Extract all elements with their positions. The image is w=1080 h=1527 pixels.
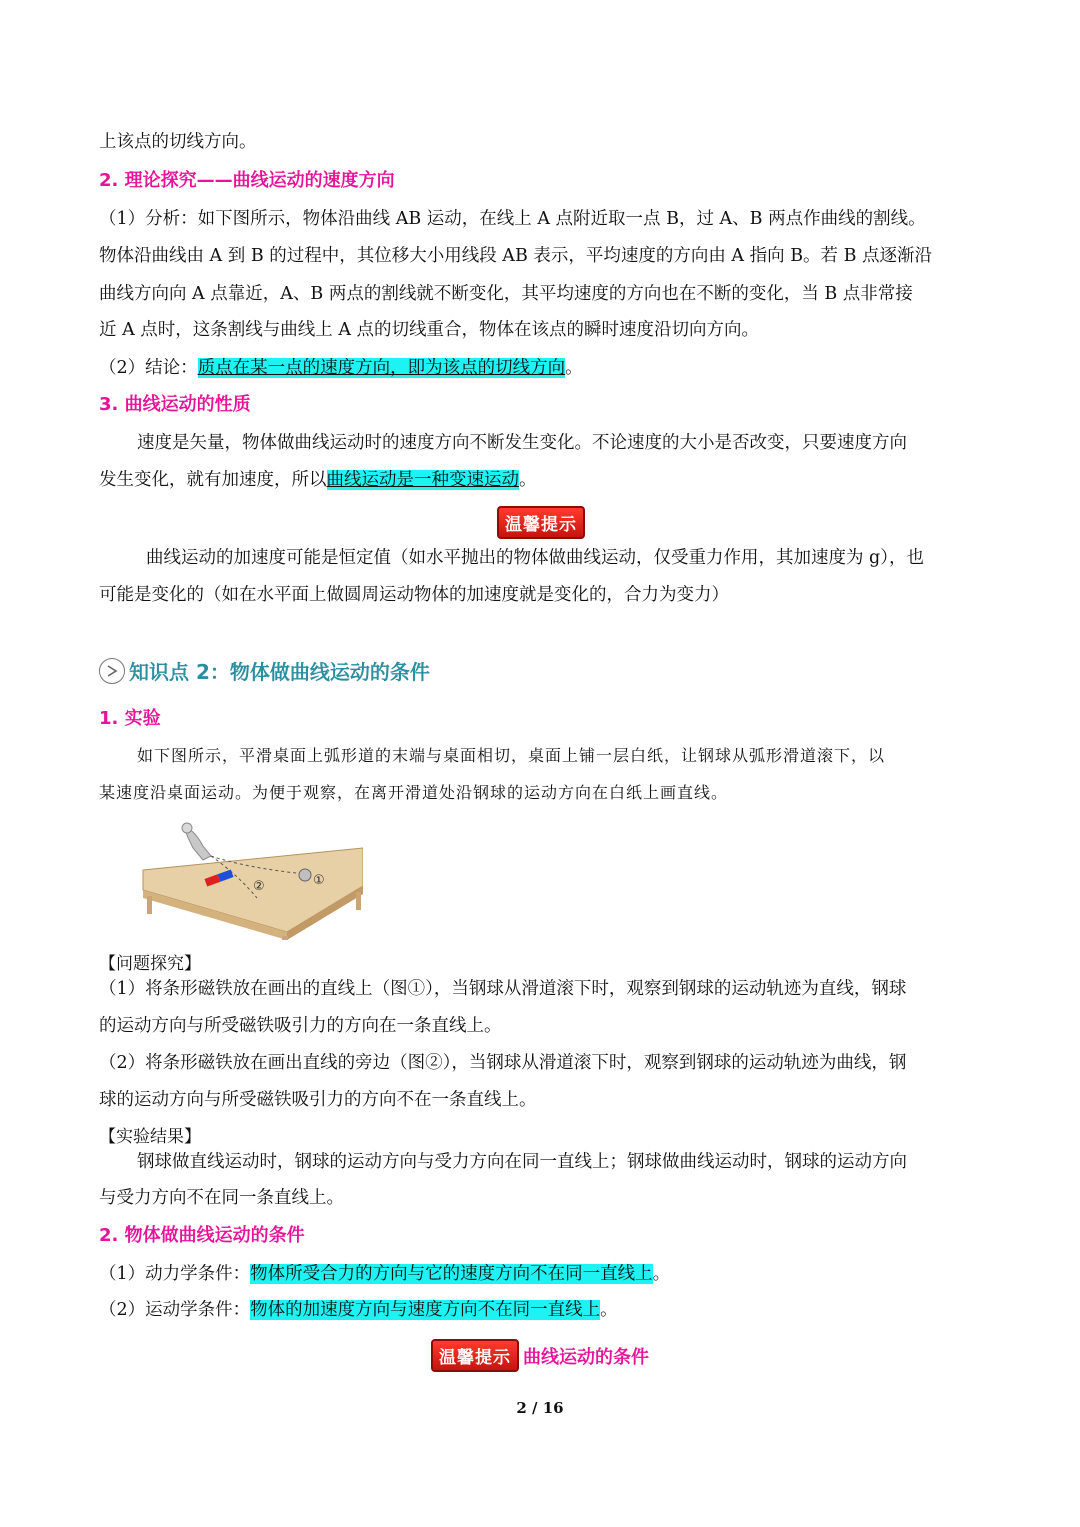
text-line: 上该点的切线方向。: [99, 132, 257, 152]
inquiry-line: （1）将条形磁铁放在画出的直线上（图①），当钢球从滑道滚下时，观察到钢球的运动轨迹为直线，钢球: [99, 979, 907, 999]
inquiry-line: 球的运动方向与所受磁铁吸引力的方向不在一条直线上。: [99, 1090, 537, 1110]
section-heading-speed-direction: 2. 理论探究——曲线运动的速度方向: [99, 170, 395, 191]
tip-badge-1: [497, 506, 585, 539]
arrow-circle-icon: [99, 658, 125, 684]
dynamic-prefix: （1）动力学条件：: [99, 1264, 251, 1284]
experiment-line: 某速度沿桌面运动。为便于观察，在离开滑道处沿钢球的运动方向在白纸上画直线。: [99, 783, 729, 802]
nature-line: 速度是矢量，物体做曲线运动时的速度方向不断发生变化。不论速度的大小是否改变，只要速度方向: [137, 433, 907, 453]
dynamic-highlight: 物体所受合力的方向与它的速度方向不在同一直线上: [250, 1264, 653, 1284]
conditions-heading: 2. 物体做曲线运动的条件: [99, 1225, 305, 1246]
result-line: 钢球做直线运动时，钢球的运动方向与受力方向在同一直线上；钢球做曲线运动时，钢球的运动方向: [137, 1152, 907, 1172]
analysis-line: 近 A 点时，这条割线与曲线上 A 点的切线重合，物体在该点的瞬时速度沿切向方向。: [99, 320, 760, 340]
tip-badge-text: 曲线运动的条件: [523, 1346, 649, 1368]
figure-label-1: ①: [313, 873, 325, 888]
figure-label-2: ②: [253, 879, 265, 894]
conclusion-suffix: 。: [565, 358, 583, 378]
section-heading-nature: 3. 曲线运动的性质: [99, 394, 251, 415]
dynamic-condition-line: [99, 1262, 989, 1286]
analysis-line: （1）分析：如下图所示，物体沿曲线 AB 运动，在线上 A 点附近取一点 B，过 A、B 两点作曲线的割线。: [99, 209, 926, 229]
tip-badge-label: 温馨提示: [497, 506, 585, 539]
nature-prefix: 发生变化，就有加速度，所以: [99, 470, 327, 490]
conclusion-highlight: 质点在某一点的速度方向，即为该点的切线方向: [197, 358, 566, 378]
inquiry-line: 的运动方向与所受磁铁吸引力的方向在一条直线上。: [99, 1016, 502, 1036]
tip-line: 曲线运动的加速度可能是恒定值（如水平抛出的物体做曲线运动，仅受重力作用，其加速度为 g），也: [146, 548, 925, 568]
tip-badge-2: [431, 1339, 649, 1372]
nature-highlight: 曲线运动是一种变速运动: [326, 470, 519, 490]
nature-suffix: 。: [519, 470, 537, 490]
tip-line: 可能是变化的（如在水平面上做圆周运动物体的加速度就是变化的，合力为变力）: [99, 585, 729, 605]
kinematic-highlight: 物体的加速度方向与速度方向不在同一直线上: [250, 1300, 601, 1320]
knowledge-point-title-text: 知识点 2：物体做曲线运动的条件: [129, 660, 430, 684]
dynamic-suffix: 。: [652, 1264, 671, 1284]
result-label: 【实验结果】: [99, 1127, 201, 1147]
kinematic-prefix: （2）运动学条件：: [99, 1300, 251, 1320]
kinematic-suffix: 。: [600, 1300, 618, 1320]
kinematic-condition-line: [99, 1298, 989, 1322]
page-number: 2 / 16: [516, 1399, 564, 1417]
experiment-figure: [137, 818, 363, 940]
analysis-line: 曲线方向向 A 点靠近，A、B 两点的割线就不断变化，其平均速度的方向也在不断的变化，当 B 点非常接: [99, 284, 913, 304]
nature-line: [99, 468, 989, 492]
conclusion-prefix: （2）结论：: [99, 358, 198, 378]
knowledge-point-title: [99, 656, 430, 685]
inquiry-line: （2）将条形磁铁放在画出直线的旁边（图②），当钢球从滑道滚下时，观察到钢球的运动轨迹为曲线，钢: [99, 1053, 907, 1073]
inquiry-label: 【问题探究】: [99, 954, 201, 974]
experiment-line: 如下图所示，平滑桌面上弧形道的末端与桌面相切，桌面上铺一层白纸，让钢球从弧形滑道滚下，以: [137, 746, 886, 765]
result-line: 与受力方向不在同一条直线上。: [99, 1188, 344, 1208]
analysis-line: 物体沿曲线由 A 到 B 的过程中，其位移大小用线段 AB 表示，平均速度的方向由 A 指向 B。若 B 点逐渐沿: [99, 246, 933, 266]
experiment-heading: 1. 实验: [99, 708, 161, 729]
conclusion-line: [99, 356, 989, 380]
tip-badge-label: 温馨提示: [431, 1339, 519, 1372]
